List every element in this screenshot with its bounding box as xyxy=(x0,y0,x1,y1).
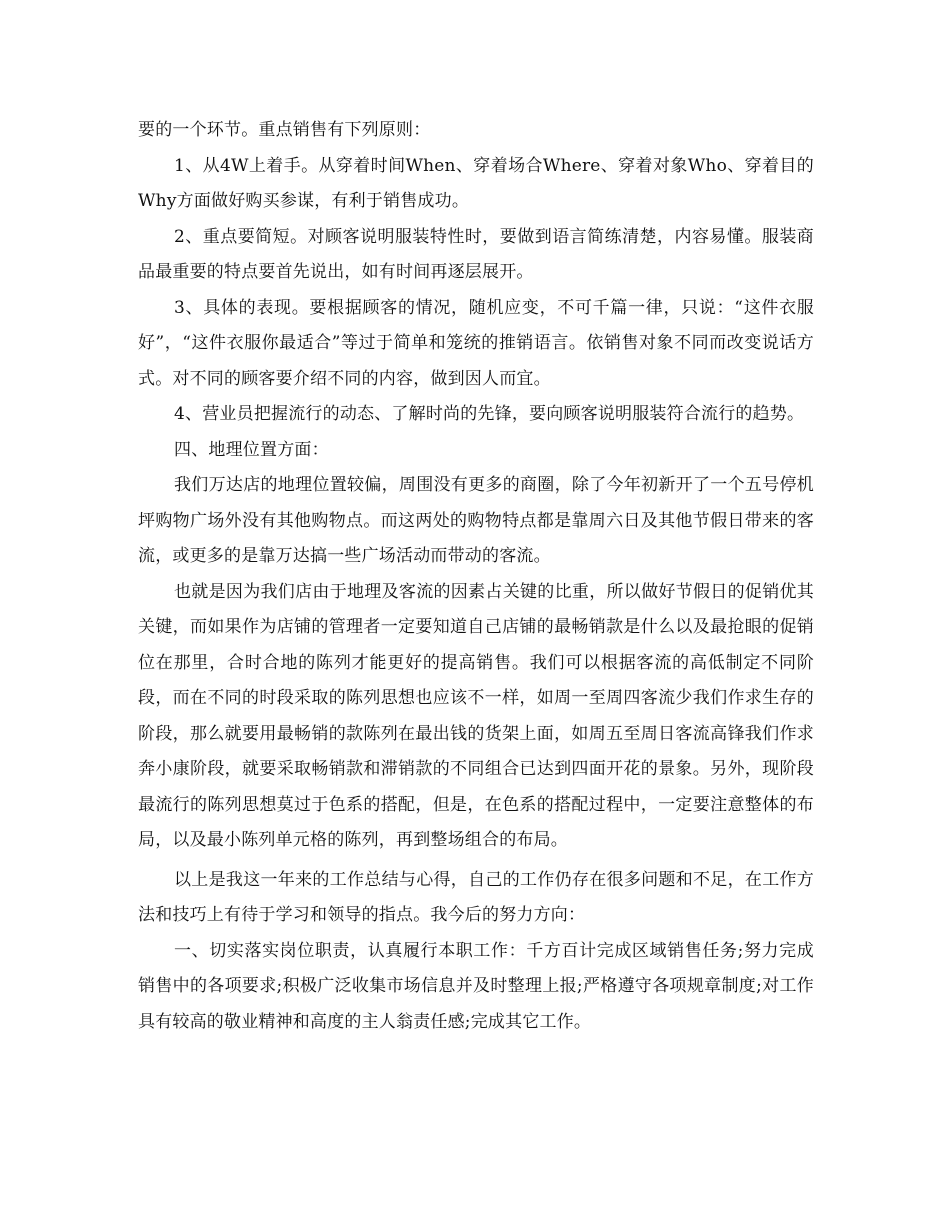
document-body xyxy=(138,113,814,1040)
paragraph-principle-4: 4、营业员把握流行的动态、了解时尚的先锋，要向顾客说明服装符合流行的趋势。 xyxy=(174,404,805,424)
paragraph-display-strategy: 也就是因为我们店由于地理及客流的因素占关键的比重，所以做好节假日的促销优其关键，而如果作为店铺的管理者一定要知道自己店铺的最畅销款是什么以及最抢眼的促销位在那里，合时合地的陈列才能更好的提高销售。我们可以根据客流的高低制定不同阶段，而在不同的时段采取的陈列思想也应该不一样，如周一至周四客流少我们作求生存的阶段，那么就要用最畅销的款陈列在最出钱的货架上面，如周五至周日客流高锋我们作求奔小康阶段，就要采取畅销款和滞销款的不同组合已达到四面开花的景象。另外，现阶段最流行的陈列思想莫过于色系的搭配，但是，在色系的搭配过程中，一定要注意整体的布局，以及最小陈列单元格的陈列，再到整场组合的布局。 xyxy=(138,581,814,850)
paragraph-principle-2: 2、重点要简短。对顾客说明服装特性时，要做到语言简练清楚，内容易懂。服装商品最重要的特点要首先说出，如有时间再逐层展开。 xyxy=(138,226,814,282)
paragraph-continuation: 要的一个环节。重点销售有下列原则： xyxy=(138,120,431,140)
paragraph-summary: 以上是我这一年来的工作总结与心得，自己的工作仍存在很多问题和不足，在工作方法和技巧上有待于学习和领导的指点。我今后的努力方向： xyxy=(138,869,814,925)
paragraph-principle-3: 3、具体的表现。要根据顾客的情况，随机应变，不可千篇一律，只说：“这件衣服好”，“这件衣服你最适合”等过于简单和笼统的推销语言。依销售对象不同而改变说话方式。对不同的顾客要介绍不同的内容，做到因人而宜。 xyxy=(138,297,814,389)
section-heading-location: 四、地理位置方面： xyxy=(174,439,329,460)
paragraph-principle-1: 1、从4W上着手。从穿着时间When、穿着场合Where、穿着对象Who、穿着目的Why方面做好购买参谋，有利于销售成功。 xyxy=(138,155,814,211)
paragraph-direction-1: 一、切实落实岗位职责，认真履行本职工作：千方百计完成区域销售任务;努力完成销售中的各项要求;积极广泛收集市场信息并及时整理上报;严格遵守各项规章制度;对工作具有较高的敬业精神和高度的主人翁责任感;完成其它工作。 xyxy=(138,940,814,1032)
paragraph-location-description: 我们万达店的地理位置较偏，周围没有更多的商圈，除了今年初新开了一个五号停机坪购物广场外没有其他购物点。而这两处的购物特点都是靠周六日及其他节假日带来的客流，或更多的是靠万达搞一些广场活动而带动的客流。 xyxy=(138,475,814,566)
